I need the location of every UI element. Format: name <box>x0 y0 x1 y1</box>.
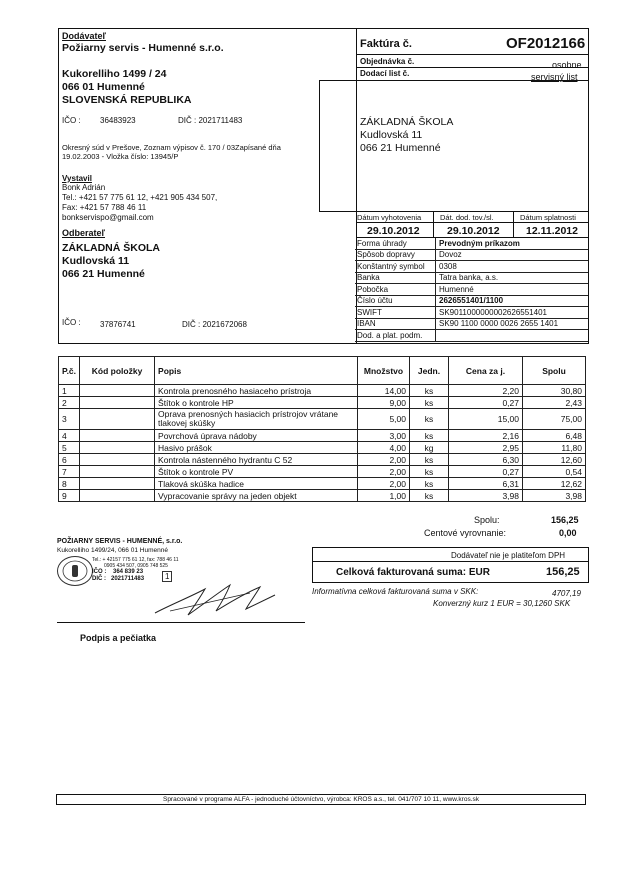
cell-no: 8 <box>59 478 80 490</box>
order-label: Objednávka č. <box>360 57 415 66</box>
cell-no: 3 <box>59 409 80 430</box>
table-header-row <box>59 357 586 385</box>
skk-value: 4707,19 <box>552 589 581 598</box>
cell-desc: Oprava prenosných hasiacich prístrojov vrátane tlakovej skúšky <box>155 409 358 430</box>
table-row <box>59 478 586 490</box>
address-line3: 066 21 Humenné <box>360 142 441 154</box>
cell-total: 2,43 <box>523 397 586 409</box>
signature <box>150 575 280 620</box>
cell-desc: Hasivo prášok <box>155 442 358 454</box>
rounding-value: 0,00 <box>559 528 577 538</box>
col-header-code: Kód položky <box>80 357 155 385</box>
cell-code <box>80 466 155 478</box>
taxable-label: Dát. dod. tov./sl. <box>440 213 494 222</box>
cell-no: 1 <box>59 385 80 397</box>
buyer-dic: DIČ : 2021672068 <box>182 320 247 329</box>
buyer-name: ZÁKLADNÁ ŠKOLA <box>62 242 160 254</box>
cell-desc: Kontrola nástenného hydrantu C 52 <box>155 454 358 466</box>
cell-no: 6 <box>59 454 80 466</box>
payment-value: SK9011000000002626551401 <box>436 307 589 319</box>
cell-price: 6,30 <box>449 454 523 466</box>
cell-no: 7 <box>59 466 80 478</box>
sum-value: 156,25 <box>551 515 579 525</box>
payment-value: Prevodným príkazom <box>436 238 589 249</box>
cell-unit: ks <box>410 454 449 466</box>
payment-key: Forma úhrady <box>355 238 436 249</box>
address-line2: Kudlovská 11 <box>360 129 423 141</box>
fire-extinguisher-icon <box>58 557 92 585</box>
signature-label: Podpis a pečiatka <box>80 633 157 643</box>
cell-unit: ks <box>410 490 449 502</box>
issuer-name: Bonk Adrián <box>62 183 106 192</box>
issuer-email: bonkservispo@gmail.com <box>62 213 154 222</box>
cell-code <box>80 454 155 466</box>
buyer-ico: 37876741 <box>100 320 136 329</box>
payment-value: 0308 <box>436 261 589 273</box>
payment-key: Číslo účtu <box>355 295 436 307</box>
items-table <box>58 356 586 502</box>
rule <box>356 222 589 223</box>
footer-text: Spracované v programe ALFA - jednoduché účtovníctvo, výrobca: KROS a.s., tel. 041/707 10 11, www.kros.sk <box>162 796 480 803</box>
supplier-street: Kukorelliho 1499 / 24 <box>62 68 167 80</box>
payment-row <box>355 295 588 307</box>
sum-label: Spolu: <box>474 515 500 525</box>
payment-row <box>355 318 588 330</box>
cell-price: 2,20 <box>449 385 523 397</box>
cell-desc: Štítok o kontrole HP <box>155 397 358 409</box>
stamp-dic: DIČ : 2021711483 <box>92 576 145 582</box>
cell-qty: 1,00 <box>358 490 410 502</box>
payment-row <box>355 249 588 261</box>
supplier-court-line1: Okresný súd v Prešove, Zoznam výpisov č. 170 / 03Zapísané dňa <box>62 143 281 152</box>
payment-value: 2626551401/1100 <box>436 295 589 307</box>
payment-key: SWIFT <box>355 307 436 319</box>
supplier-name: Požiarny servis - Humenné s.r.o. <box>62 42 224 54</box>
cell-unit: ks <box>410 409 449 430</box>
supplier-ico: 36483923 <box>100 116 136 125</box>
buyer-street: Kudlovská 11 <box>62 255 130 267</box>
table-row <box>59 397 586 409</box>
payment-value <box>436 330 589 342</box>
payment-row <box>355 307 588 319</box>
payment-row <box>355 330 588 342</box>
cell-desc: Vypracovanie správy na jeden objekt <box>155 490 358 502</box>
cell-total: 3,98 <box>523 490 586 502</box>
table-row <box>59 442 586 454</box>
cell-no: 2 <box>59 397 80 409</box>
cell-unit: ks <box>410 430 449 442</box>
cell-desc: Kontrola prenosného hasiaceho prístroja <box>155 385 358 397</box>
issuer-fax: Fax: +421 57 788 46 11 <box>62 203 147 212</box>
cell-price: 2,16 <box>449 430 523 442</box>
cell-desc: Povrchová úprava nádoby <box>155 430 358 442</box>
payment-table <box>355 238 588 342</box>
payment-key: Banka <box>355 272 436 284</box>
taxable-date: 29.10.2012 <box>447 225 500 237</box>
cell-total: 30,80 <box>523 385 586 397</box>
cell-price: 6,31 <box>449 478 523 490</box>
cell-code <box>80 430 155 442</box>
supplier-ico-label: IČO : <box>62 116 81 125</box>
cell-total: 75,00 <box>523 409 586 430</box>
payment-value: Tatra banka, a.s. <box>436 272 589 284</box>
col-header-unit: Jedn. <box>410 357 449 385</box>
cell-total: 12,62 <box>523 478 586 490</box>
col-header-price: Cena za j. <box>449 357 523 385</box>
cell-price: 3,98 <box>449 490 523 502</box>
cell-price: 0,27 <box>449 397 523 409</box>
buyer-ico-label: IČO : <box>62 318 81 327</box>
cell-qty: 2,00 <box>358 454 410 466</box>
payment-value: Humenné <box>436 284 589 296</box>
rule <box>57 622 305 623</box>
cell-desc: Štítok o kontrole PV <box>155 466 358 478</box>
cell-qty: 2,00 <box>358 466 410 478</box>
payment-key: Pobočka <box>355 284 436 296</box>
cell-code <box>80 490 155 502</box>
rule <box>356 67 589 68</box>
payment-key: Dod. a plat. podm. <box>355 330 436 342</box>
cell-code <box>80 442 155 454</box>
stamp-tel-line1: Tel.: + 42157 775 61 12, fax: 788 46 11 <box>92 557 179 563</box>
cell-unit: ks <box>410 466 449 478</box>
rule <box>356 54 589 55</box>
cell-price: 0,27 <box>449 466 523 478</box>
cell-code <box>80 385 155 397</box>
table-row <box>59 466 586 478</box>
cell-qty: 5,00 <box>358 409 410 430</box>
stamp-tel-line2: 0905 434 507, 0905 748 525 <box>104 563 168 569</box>
cell-desc: Tlaková skúška hadice <box>155 478 358 490</box>
issued-date: 29.10.2012 <box>367 225 420 237</box>
buyer-city: 066 21 Humenné <box>62 268 145 280</box>
cell-total: 6,48 <box>523 430 586 442</box>
vat-note: Dodávateľ nie je platiteľom DPH <box>451 551 566 560</box>
invoice-number: OF2012166 <box>506 35 586 52</box>
supplier-court-line2: 19.02.2003 - Vložka číslo: 13945/P <box>62 152 179 161</box>
payment-row <box>355 261 588 273</box>
rule <box>433 212 434 238</box>
cell-qty: 3,00 <box>358 430 410 442</box>
payment-row <box>355 238 588 249</box>
skk-label: Informatívna celková fakturovaná suma v SKK: <box>312 587 479 596</box>
cell-qty: 2,00 <box>358 478 410 490</box>
due-date: 12.11.2012 <box>526 225 578 237</box>
issued-label: Dátum vyhotovenia <box>357 213 422 222</box>
cell-total: 11,80 <box>523 442 586 454</box>
cell-unit: ks <box>410 478 449 490</box>
cell-no: 4 <box>59 430 80 442</box>
order-value: osobne <box>552 60 582 70</box>
cell-code <box>80 478 155 490</box>
stamp-seal-number: 1 <box>162 571 172 582</box>
issuer-tel: Tel.: +421 57 775 61 12, +421 905 434 507, <box>62 193 218 202</box>
stamp-ico: IČO : 364 839 23 <box>92 569 144 575</box>
cell-unit: ks <box>410 385 449 397</box>
table-row <box>59 490 586 502</box>
cell-unit: kg <box>410 442 449 454</box>
payment-value: Dovoz <box>436 249 589 261</box>
col-header-desc: Popis <box>155 357 358 385</box>
supplier-country: SLOVENSKÁ REPUBLIKA <box>62 94 192 106</box>
delivery-label: Dodací list č. <box>360 69 410 78</box>
cell-price: 15,00 <box>449 409 523 430</box>
col-header-qty: Množstvo <box>358 357 410 385</box>
payment-key: Konštantný symbol <box>355 261 436 273</box>
supplier-city: 066 01 Humenné <box>62 81 145 93</box>
grand-total-value: 156,25 <box>546 566 580 578</box>
payment-key: Spôsob dopravy <box>355 249 436 261</box>
stamp-address: Kukorelliho 1499/24, 066 01 Humenné <box>57 547 168 554</box>
rule <box>513 212 514 238</box>
rule <box>312 561 589 562</box>
stamp-company: POŽIARNY SERVIS - HUMENNÉ, s.r.o. <box>57 538 183 545</box>
due-label: Dátum splatnosti <box>520 213 576 222</box>
cell-total: 0,54 <box>523 466 586 478</box>
delivery-value: servisný list <box>531 72 578 82</box>
invoice-label: Faktúra č. <box>360 38 412 50</box>
table-row <box>59 454 586 466</box>
payment-row <box>355 284 588 296</box>
payment-key: IBAN <box>355 318 436 330</box>
col-header-total: Spolu <box>523 357 586 385</box>
cell-no: 5 <box>59 442 80 454</box>
buyer-heading: Odberateľ <box>62 228 105 238</box>
table-row <box>59 430 586 442</box>
cell-price: 2,95 <box>449 442 523 454</box>
cell-qty: 9,00 <box>358 397 410 409</box>
rounding-label: Centové vyrovnanie: <box>424 528 507 538</box>
table-row <box>59 409 586 430</box>
address-line1: ZÁKLADNÁ ŠKOLA <box>360 116 454 128</box>
table-row <box>59 385 586 397</box>
cell-code <box>80 409 155 430</box>
supplier-dic: DIČ : 2021711483 <box>178 116 243 125</box>
grand-total-label: Celková fakturovaná suma: EUR <box>336 567 490 578</box>
payment-value: SK90 1100 0000 0026 2655 1401 <box>436 318 589 330</box>
stamp-seal <box>57 556 93 586</box>
cell-code <box>80 397 155 409</box>
cell-qty: 14,00 <box>358 385 410 397</box>
col-header-no: P.č. <box>59 357 80 385</box>
cell-qty: 4,00 <box>358 442 410 454</box>
cell-total: 12,60 <box>523 454 586 466</box>
cell-no: 9 <box>59 490 80 502</box>
issuer-heading: Vystavil <box>62 174 92 183</box>
supplier-heading: Dodávateľ <box>62 31 106 41</box>
cell-unit: ks <box>410 397 449 409</box>
exchange-rate: Konverzný kurz 1 EUR = 30,1260 SKK <box>433 599 571 608</box>
payment-row <box>355 272 588 284</box>
